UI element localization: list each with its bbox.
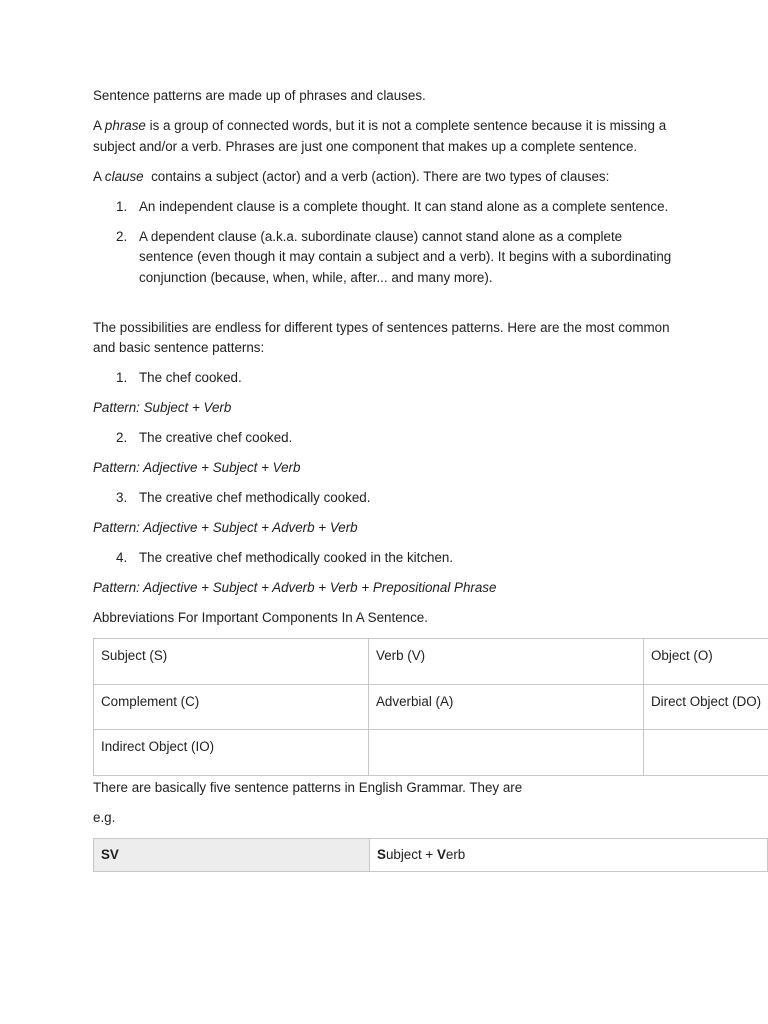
spacer bbox=[93, 298, 768, 318]
five-patterns-sentence: There are basically five sentence patterns in English Grammar. They are bbox=[93, 779, 523, 795]
intro-sentence: Sentence patterns are made up of phrases and clauses. bbox=[93, 88, 426, 103]
clause-term: clause bbox=[104, 168, 144, 184]
possibilities-paragraph: The possibilities are endless for different types of sentences patterns. Here are the most common and basic sentence patterns: bbox=[93, 319, 670, 355]
list-item: 4. The creative chef methodically cooked in the kitchen. bbox=[116, 550, 454, 565]
example-list bbox=[93, 548, 673, 569]
example-label: e.g. bbox=[93, 809, 116, 825]
pattern-label: Pattern: Adjective + Subject + Verb bbox=[93, 460, 301, 475]
table-cell bbox=[644, 730, 768, 776]
list-item: 1. The chef cooked. bbox=[116, 370, 242, 385]
table-cell: Verb (V) bbox=[369, 639, 644, 685]
table-cell: Direct Object (DO) bbox=[644, 684, 768, 730]
pattern-label: Pattern: Subject + Verb bbox=[93, 400, 232, 415]
phrase-definition: A phrase is a group of connected words, but it is not a complete sentence because it is missing a subject and/or a verb. Phrases are just one component that makes up a complete sentence. bbox=[93, 118, 667, 154]
table-cell: Subject (S) bbox=[94, 639, 369, 685]
table-cell: Object (O) bbox=[644, 639, 768, 685]
list-item: 3. The creative chef methodically cooked. bbox=[116, 490, 371, 505]
table-cell: Indirect Object (IO) bbox=[94, 730, 369, 776]
pattern-label: Pattern: Adjective + Subject + Adverb + Verb bbox=[93, 520, 358, 535]
pattern-code-cell: SV bbox=[94, 838, 370, 872]
example-list bbox=[93, 428, 673, 449]
list-item: 2. The creative chef cooked. bbox=[116, 430, 293, 445]
list-item: 2. A dependent clause (a.k.a. subordinate clause) cannot stand alone as a complete sentence (even though it may contain a subject and a verb). It begins with a subordinating conjunction (because, when, while, after... and many more). bbox=[116, 228, 672, 285]
example-list bbox=[93, 368, 673, 389]
list-item: 1. An independent clause is a complete thought. It can stand alone as a complete sentence. bbox=[116, 198, 669, 214]
table-cell: Complement (C) bbox=[94, 684, 369, 730]
table-row bbox=[94, 730, 768, 776]
sv-pattern-table bbox=[93, 838, 768, 873]
table-row bbox=[94, 838, 768, 872]
table-cell bbox=[369, 730, 644, 776]
abbreviations-heading: Abbreviations For Important Components In A Sentence. bbox=[93, 610, 428, 625]
abbreviations-table bbox=[93, 638, 768, 776]
table-row bbox=[94, 639, 768, 685]
pattern-label: Pattern: Adjective + Subject + Adverb + Verb + Prepositional Phrase bbox=[93, 580, 497, 595]
document-page bbox=[93, 86, 768, 872]
clause-types-list bbox=[93, 197, 673, 289]
table-row bbox=[94, 684, 768, 730]
clause-definition: A clause contains a subject (actor) and a verb (action). There are two types of clauses: bbox=[93, 168, 610, 184]
phrase-term: phrase bbox=[104, 118, 146, 133]
pattern-expansion-cell: Subject + Verb bbox=[370, 838, 768, 872]
example-list bbox=[93, 488, 673, 509]
table-cell: Adverbial (A) bbox=[369, 684, 644, 730]
